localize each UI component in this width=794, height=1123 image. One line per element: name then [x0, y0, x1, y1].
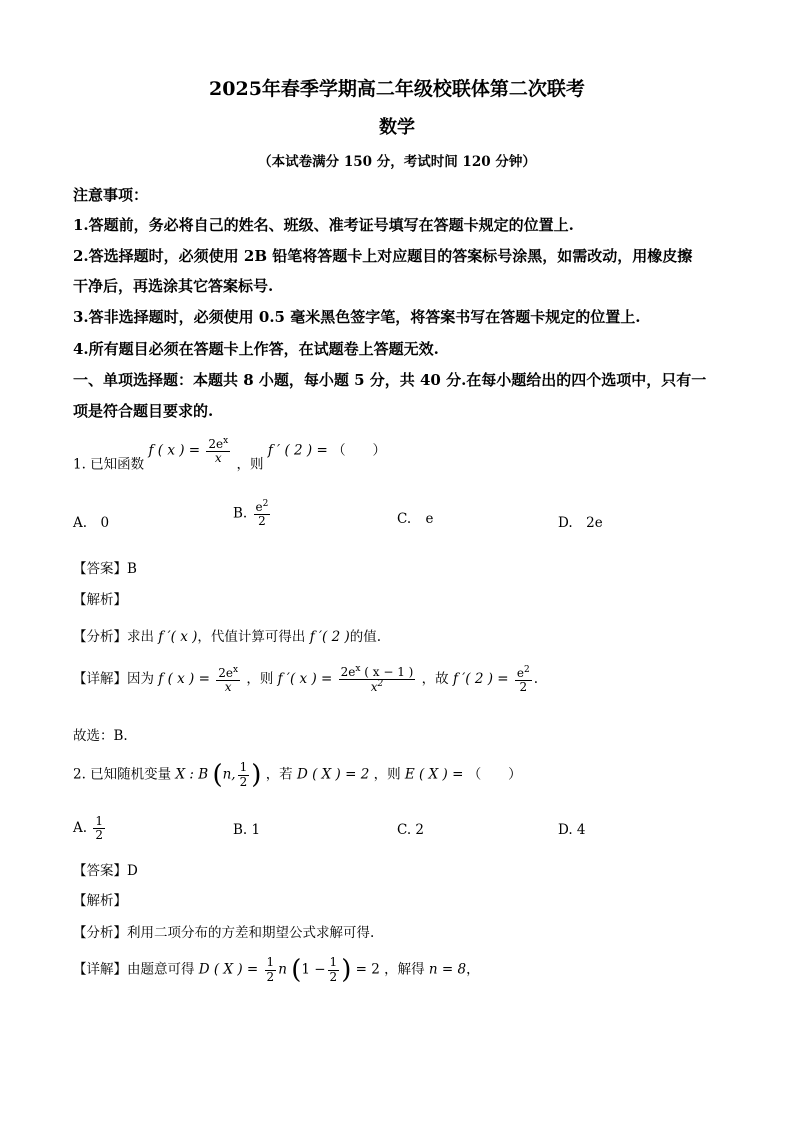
- q2-paren-open: (: [212, 760, 223, 790]
- q1-fenxi-expr-2: f ′( 2 ): [309, 629, 350, 645]
- question-2: [73, 760, 522, 790]
- q2-detail-c: ，: [466, 961, 480, 978]
- q2-option-d: D. 4: [558, 822, 586, 838]
- q2-n: n,: [222, 766, 236, 783]
- q2-option-c: C. 2: [397, 822, 425, 838]
- q2-detail-half-2: $\frac{1}{2}$: [329, 955, 338, 984]
- q1-detail-fprime: f ′( x ) =: [277, 671, 333, 688]
- q1-detail-f: f ( x ) =: [158, 671, 210, 688]
- q2-expectation: E ( X ) =: [404, 766, 464, 783]
- q1-analysis-label: 【解析】: [73, 592, 127, 608]
- q1-detail-frac-2: $\frac{2e^x ( x - 1 )}{x^2}$: [340, 664, 414, 695]
- notice-line-1: 1.答题前，务必将自己的姓名、班级、准考证号填写在答题卡规定的位置上.: [73, 216, 574, 234]
- q2-detail-n: n: [278, 961, 287, 978]
- q2-option-b: B. 1: [233, 822, 261, 838]
- section1-line-1: 一、单项选择题：本题共 8 小题，每小题 5 分，共 40 分.在每小题给出的四个选项中，只有一: [73, 371, 707, 389]
- q1-mid: ，则: [236, 456, 264, 473]
- q2-suffix: （ ）: [467, 766, 522, 783]
- q1-option-b: [233, 500, 272, 528]
- q1-detail-a: 因为: [127, 671, 154, 688]
- q1-function: f ( x ) =: [148, 442, 201, 459]
- q1-fenxi: [73, 625, 381, 645]
- q1-detail-c: ，故: [421, 671, 449, 688]
- q1-option-b-fraction: $\frac{e^2}{2}$: [255, 499, 269, 529]
- q2-analysis-label: 【解析】: [73, 893, 127, 909]
- q1-fenxi-label: 【分析】: [73, 629, 127, 645]
- q1-detail-fprime2: f ′( 2 ) =: [452, 671, 509, 688]
- q2-detail: 【详解】由题意可得 D ( X ) = $\frac{1}{2}$ n (1 − $\frac{1}{2}$ ) = 2 ，解得 n = 8，: [73, 955, 480, 985]
- q2-answer: 【答案】D: [73, 863, 138, 879]
- q1-fenxi-b: ，代值计算可得出: [197, 629, 306, 645]
- q1-option-d: D. 2e: [558, 515, 603, 531]
- section1-line-2: 项是符合题目要求的.: [73, 402, 214, 420]
- q1-option-c: [397, 511, 433, 527]
- q1-detail-frac-3: $\frac{e^2}{2}$: [516, 664, 530, 694]
- notice-line-2b: 干净后，再选涂其它答案标号.: [73, 277, 274, 295]
- q1-detail-label: 【详解】: [73, 671, 127, 688]
- q1-suffix: （ ）: [332, 442, 387, 459]
- q1-fenxi-a: 求出: [127, 629, 154, 645]
- q1-detail-b: ，则: [246, 671, 274, 688]
- q2-detail-half: $\frac{1}{2}$: [266, 955, 275, 984]
- q2-fenxi-text: 利用二项分布的方差和期望公式求解可得.: [127, 925, 375, 941]
- q1-option-a: A. 0: [73, 515, 110, 531]
- notice-line-3: 3.答非选择题时，必须使用 0.5 毫米黑色签字笔，将答案书写在答题卡规定的位置上.: [73, 308, 641, 326]
- q2-fenxi: [73, 921, 374, 941]
- question-1: [73, 437, 386, 473]
- q1-answer: 【答案】B: [73, 561, 137, 577]
- q2-detail-a: 由题意可得: [127, 961, 195, 978]
- q2-detail-b: ，解得: [384, 961, 425, 978]
- q2-detail-result: n = 8: [428, 961, 467, 978]
- notice-line-2a: 2.答选择题时，必须使用 2B 铅笔将答题卡上对应题目的答案标号涂黑，如需改动，用橡皮擦: [73, 247, 693, 265]
- q2-variable: X : B: [175, 766, 209, 783]
- q2-detail-d: D ( X ) =: [198, 961, 259, 978]
- q2-option-a-fraction: $\frac{1}{2}$: [95, 814, 103, 843]
- q2-detail-paren-close: ): [341, 955, 352, 985]
- q2-variance: D ( X ) = 2: [296, 766, 370, 783]
- q1-option-c-value: e: [425, 511, 434, 527]
- q2-mid2: ，则: [373, 766, 401, 783]
- q1-fenxi-expr-1: f ′( x ): [158, 629, 198, 645]
- notice-line-4: 4.所有题目必须在答题卡上作答，在试题卷上答题无效.: [73, 340, 439, 358]
- exam-note: （本试卷满分 150 分，考试时间 120 分钟）: [258, 154, 536, 170]
- q2-mid: ，若: [265, 766, 293, 783]
- q1-detail: 【详解】因为 f ( x ) = $\frac{2e^x}{x}$ ，则 f ′( x ) = $\frac{2e^x ( x - 1 )}{x^2}$ ，故 f ′( 2 ) = $\frac{e^2}{2}$ .: [73, 664, 539, 695]
- q2-fenxi-label: 【分析】: [73, 925, 127, 941]
- q1-fenxi-c: 的值.: [349, 629, 382, 645]
- q2-option-a: [73, 815, 107, 842]
- q1-detail-frac-1: $\frac{2e^x}{x}$: [218, 664, 239, 694]
- q1-option-b-label: B.: [233, 505, 248, 522]
- q1-prefix: 1. 已知函数: [73, 456, 145, 473]
- q2-option-a-label: A.: [73, 820, 88, 837]
- q2-half: $\frac{1}{2}$: [239, 760, 248, 789]
- notice-heading: 注意事项：: [73, 186, 149, 204]
- q1-derivative: f ′ ( 2 ) =: [267, 442, 328, 459]
- q2-prefix: 2. 已知随机变量: [73, 766, 172, 783]
- q1-choose: 故选：B.: [73, 728, 128, 744]
- q2-detail-paren-open: (: [291, 955, 302, 985]
- q2-detail-label: 【详解】: [73, 961, 127, 978]
- q1-fraction: $\frac{2e^x}{x}$: [208, 436, 229, 466]
- q1-option-c-label: C.: [397, 511, 412, 527]
- q2-paren-close: ): [251, 760, 262, 790]
- exam-title: 2025年春季学期高二年级校联体第二次联考: [209, 78, 585, 100]
- subject-title: 数学: [379, 117, 415, 138]
